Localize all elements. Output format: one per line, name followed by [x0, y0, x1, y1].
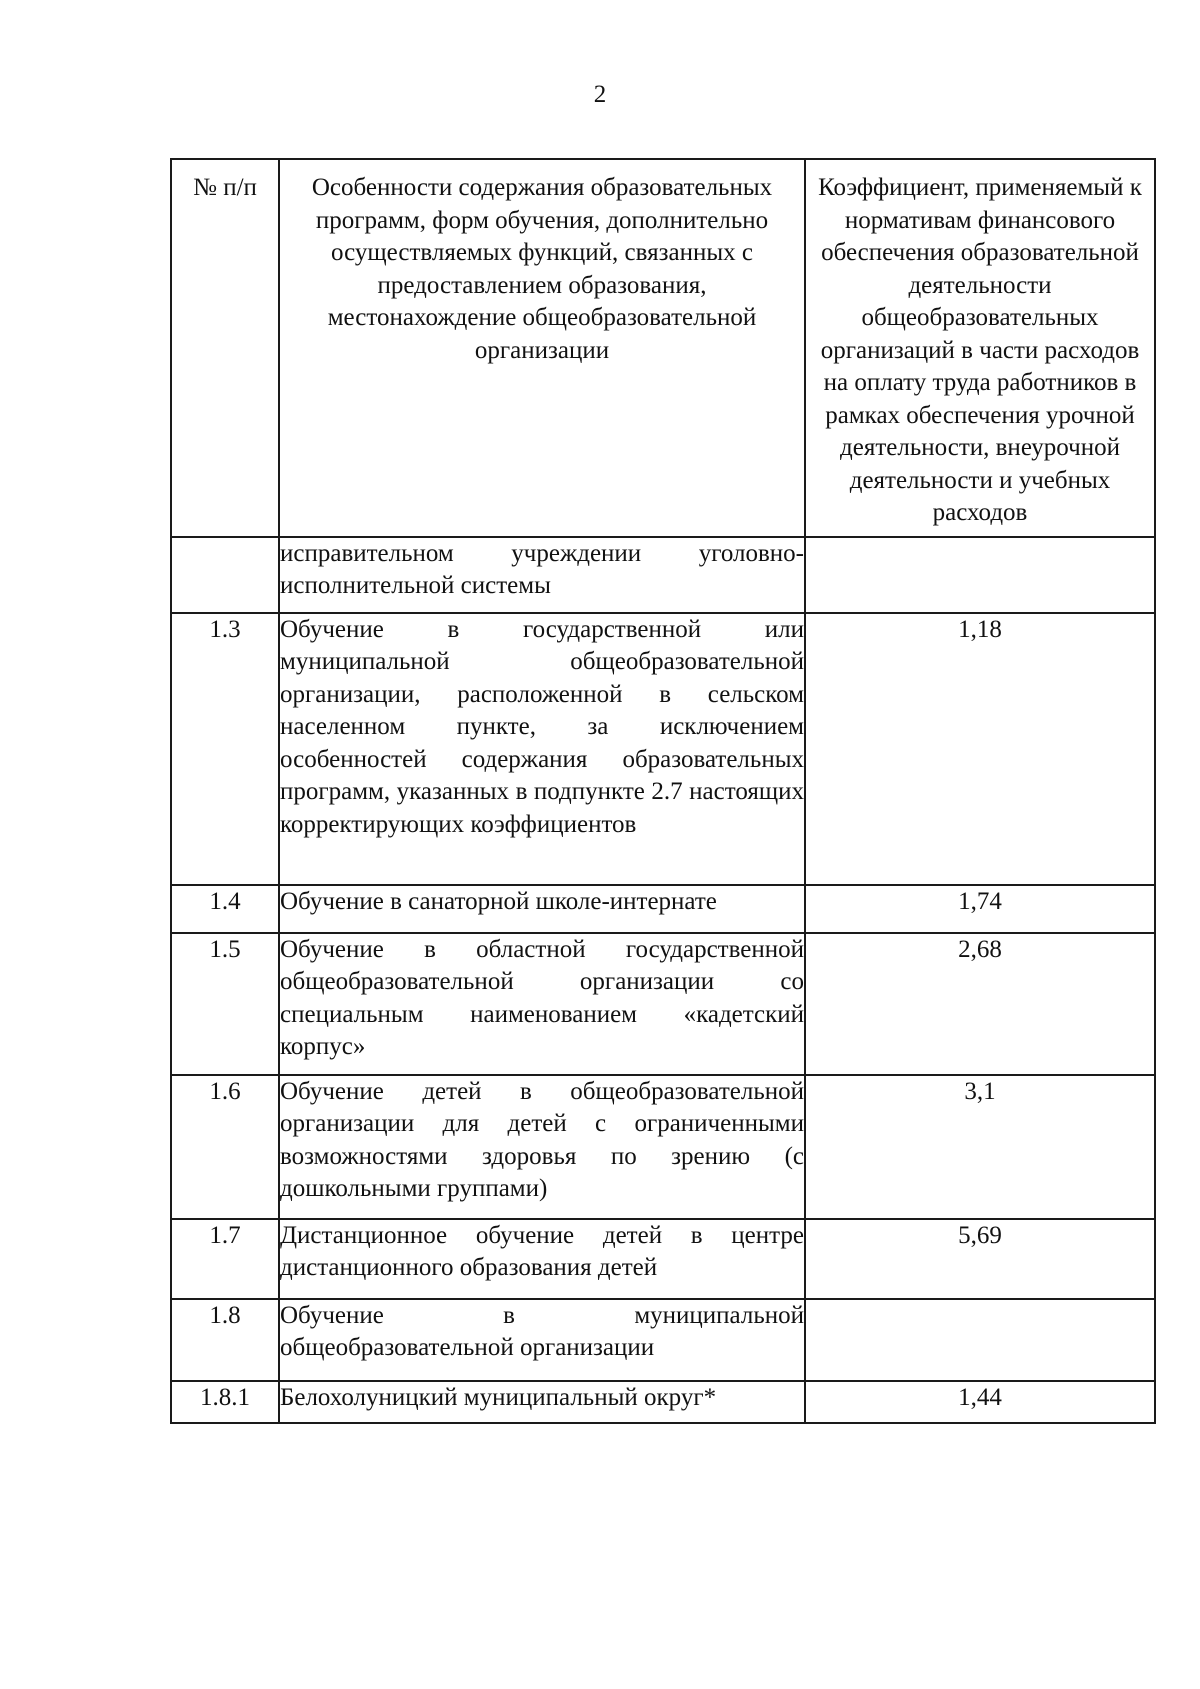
row-coefficient: 5,69	[805, 1219, 1155, 1299]
row-description: Обучение детей в общеобразовательной организации для детей с ограниченными возможностями здоровья по зрению (с дошкольными группами)	[279, 1075, 805, 1219]
row-description: исправительном учреждении уголовно-исполнительной системы	[279, 537, 805, 613]
row-number: 1.6	[171, 1075, 279, 1219]
row-number: 1.8.1	[171, 1381, 279, 1423]
row-coefficient: 1,74	[805, 885, 1155, 933]
row-coefficient: 1,18	[805, 613, 1155, 885]
header-coefficient-label: Коэффициент, применяемый к нормативам финансового обеспечения образовательной деятельности общеобразовательных организаций в части расходов на оплату труда работников в рамках обеспечения урочной деятельности, внеурочной деятельности и учебных расходов	[818, 174, 1142, 526]
row-number: 1.5	[171, 933, 279, 1075]
table-row	[171, 1299, 1155, 1381]
row-coefficient: 2,68	[805, 933, 1155, 1075]
page-number: 2	[593, 81, 607, 108]
header-coefficient	[805, 159, 1155, 537]
coefficient-table	[170, 158, 1156, 1424]
row-number: 1.3	[171, 613, 279, 885]
header-description	[279, 159, 805, 537]
table-row	[171, 1219, 1155, 1299]
row-description: Дистанционное обучение детей в центре дистанционного образования детей	[279, 1219, 805, 1299]
table-row	[171, 1075, 1155, 1219]
row-coefficient: 3,1	[805, 1075, 1155, 1219]
row-coefficient: 1,44	[805, 1381, 1155, 1423]
row-description: Обучение в муниципальной общеобразовательной организации	[279, 1299, 805, 1381]
table-row	[171, 613, 1155, 885]
table-row	[171, 933, 1155, 1075]
row-description: Обучение в областной государственной общеобразовательной организации со специальным наименованием «кадетский корпус»	[279, 933, 805, 1075]
header-description-label: Особенности содержания образовательных программ, форм обучения, дополнительно осуществляемых функций, связанных с предоставлением образования, местонахождение общеобразовательной организации	[311, 174, 773, 364]
row-description: Обучение в санаторной школе-интернате	[279, 885, 805, 933]
row-coefficient	[805, 537, 1155, 613]
row-number: 1.7	[171, 1219, 279, 1299]
row-number	[171, 537, 279, 613]
table-header-row	[171, 159, 1155, 537]
row-number: 1.8	[171, 1299, 279, 1381]
header-number	[171, 159, 279, 537]
row-description: Обучение в государственной или муниципальной общеобразовательной организации, расположенной в сельском населенном пункте, за исключением особенностей содержания образовательных программ, указанных в подпункте 2.7 настоящих корректирующих коэффициентов	[279, 613, 805, 885]
row-coefficient	[805, 1299, 1155, 1381]
table-row	[171, 537, 1155, 613]
row-number: 1.4	[171, 885, 279, 933]
header-number-label: № п/п	[193, 174, 257, 201]
table-row	[171, 885, 1155, 933]
table-row	[171, 1381, 1155, 1423]
row-description: Белохолуницкий муниципальный округ*	[279, 1381, 805, 1423]
